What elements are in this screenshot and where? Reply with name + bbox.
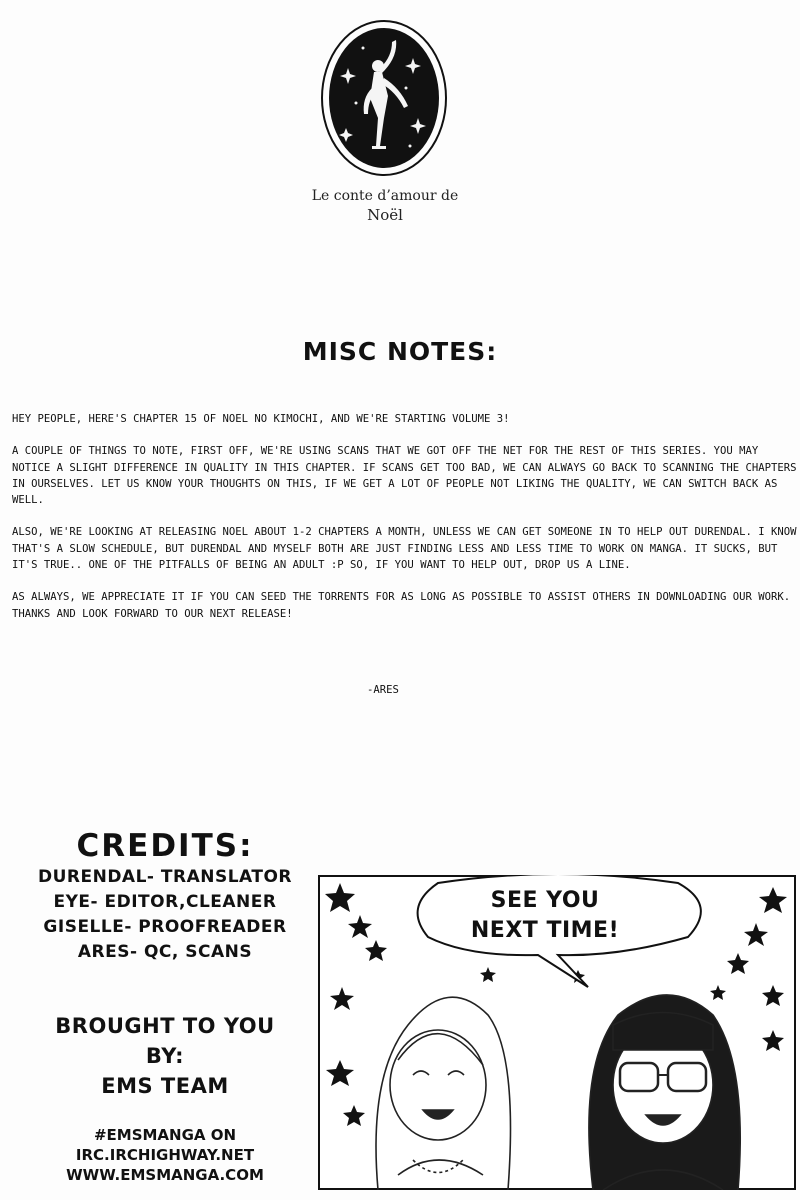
brought-to-you-block [10,1011,320,1101]
logo-caption [300,187,470,225]
brought-line: EMS TEAM [101,1074,229,1098]
credits-block [10,827,320,965]
contact-irc-server: IRC.IRCHIGHWAY.NET [75,1146,255,1164]
girl-right-illustration [589,995,740,1190]
logo-caption-line1: Le conte d’amour de [311,188,459,204]
credits-line: DURENDAL- TRANSLATOR [37,867,293,887]
misc-notes-body [12,411,797,638]
credits-title: CREDITS: [76,828,254,864]
speech-line: NEXT TIME! [470,918,620,943]
contact-irc-channel: #EMSMANGA ON [93,1126,237,1144]
credits-line: EYE- EDITOR,CLEANER [53,892,277,912]
misc-notes-title: MISC NOTES: [302,337,498,366]
speech-bubble-text [440,886,650,946]
credits-line: ARES- QC, SCANS [77,942,253,962]
notes-paragraph: A COUPLE OF THINGS TO NOTE, FIRST OFF, WE'RE USING SCANS THAT WE GOT OFF THE NET FOR THE REST OF THIS SERIES. YOU MAY NOTICE A SLIGHT DIFFERENCE IN QUALITY IN THIS CHAPTER. IF SCANS GET TOO BAD, WE CAN ALWAYS GO BACK TO SCANNING THE CHAPTERS IN OURSELVES. LET US KNOW YOUR THOUGHTS ON THIS, IF WE GET A LOT OF PEOPLE NOT LIKING THE QUALITY, WE CAN SWITCH BACK AS WELL. [12,445,797,507]
speech-line: SEE YOU [490,888,600,913]
contact-block [10,1125,320,1185]
notes-paragraph: ALSO, WE'RE LOOKING AT RELEASING NOEL ABOUT 1-2 CHAPTERS A MONTH, UNLESS WE CAN GET SOMEONE IN TO HELP OUT DURENDAL. I KNOW THAT'S A SLOW SCHEDULE, BUT DURENDAL AND MYSELF BOTH ARE JUST FINDING LESS AND LESS TIME TO WORK ON MANGA. IT SUCKS, BUT IT'S TRUE.. ONE OF THE PITFALLS OF BEING AN ADULT :P SO, IF YOU WANT TO HELP OUT, DROP US A LINE. [12,526,797,572]
notes-paragraph: AS ALWAYS, WE APPRECIATE IT IF YOU CAN SEED THE TORRENTS FOR AS LONG AS POSSIBLE TO ASSIST OTHERS IN DOWNLOADING OUR WORK. THANKS AND LOOK FORWARD TO OUR NEXT RELEASE! [12,591,791,620]
contact-website: WWW.EMSMANGA.COM [66,1166,264,1184]
noel-logo-medallion [318,18,450,178]
credits-line: GISELLE- PROOFREADER [43,917,287,937]
notes-signoff: -ARES [367,684,399,696]
brought-line: BROUGHT TO YOU [55,1014,275,1038]
logo-caption-line2: Noël [367,206,403,224]
notes-paragraph: HEY PEOPLE, HERE'S CHAPTER 15 OF NOEL NO KIMOCHI, AND WE'RE STARTING VOLUME 3! [12,413,510,425]
brought-line: BY: [145,1044,185,1068]
